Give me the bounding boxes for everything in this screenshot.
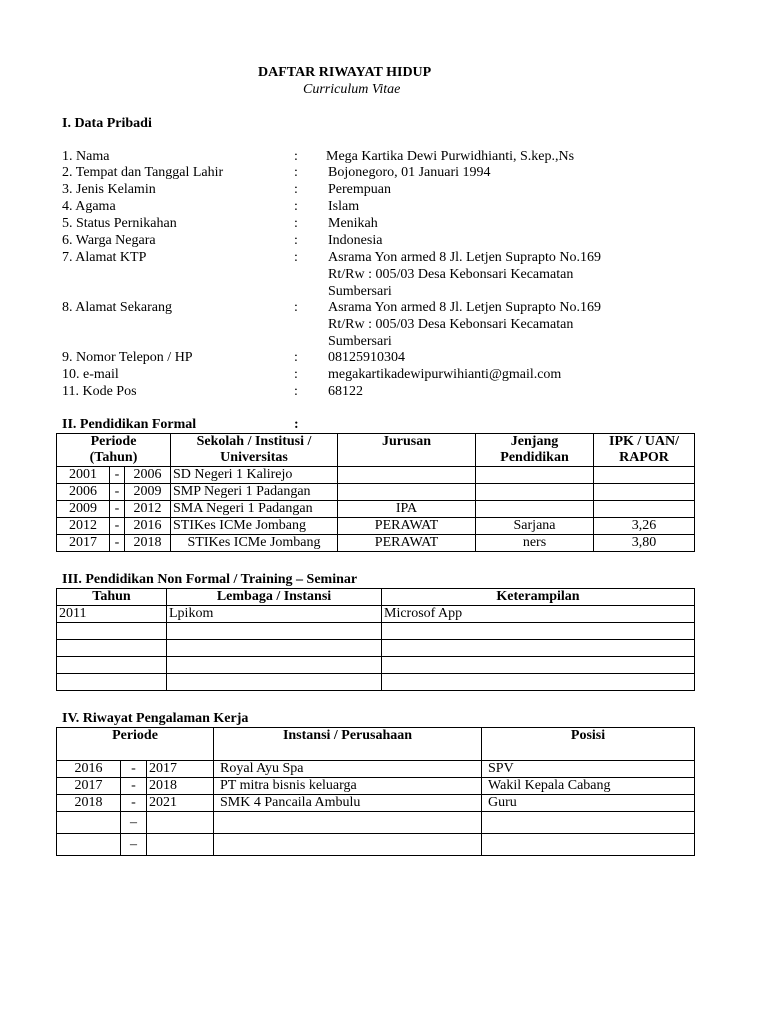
cell-to: 2018: [147, 778, 214, 795]
cell-to: 2018: [125, 535, 171, 552]
info-label: 2. Tempat dan Tanggal Lahir: [62, 165, 224, 180]
cell-position: Guru: [482, 795, 695, 812]
info-value: 08125910304: [328, 350, 405, 365]
table-row: [57, 778, 695, 795]
info-colon: :: [294, 250, 298, 265]
header-instansi: Instansi / Perusahaan: [214, 728, 482, 761]
info-row-address-ktp: [62, 249, 702, 300]
info-value: Asrama Yon armed 8 Jl. Letjen Suprapto No.169: [328, 300, 601, 315]
cell-year: [57, 657, 167, 674]
info-colon: :: [294, 182, 298, 197]
table-row: [57, 640, 695, 657]
cell-from: [57, 812, 121, 834]
cell-dash: –: [121, 834, 147, 856]
table-row: [57, 834, 695, 856]
cell-from: [57, 834, 121, 856]
info-value: Perempuan: [328, 182, 391, 197]
table-row: [57, 657, 695, 674]
cell-level: [476, 467, 594, 484]
header-periode: [57, 434, 171, 467]
info-label: 11. Kode Pos: [62, 384, 137, 399]
cell-dash: –: [121, 812, 147, 834]
cell-year: [57, 623, 167, 640]
info-row-nama: [62, 148, 702, 165]
info-value: Indonesia: [328, 233, 383, 248]
cell-dash: -: [110, 518, 125, 535]
cell-dash: -: [121, 778, 147, 795]
info-label: 7. Alamat KTP: [62, 250, 147, 265]
cell-to: 2017: [147, 761, 214, 778]
cell-school: SMA Negeri 1 Padangan: [171, 501, 338, 518]
cell-to: [147, 812, 214, 834]
table-row: [57, 623, 695, 640]
info-row-phone: [62, 349, 702, 366]
cell-score: [594, 467, 695, 484]
cell-school: SD Negeri 1 Kalirejo: [171, 467, 338, 484]
cell-level: Sarjana: [476, 518, 594, 535]
cell-level: [476, 484, 594, 501]
header-keterampilan: Keterampilan: [382, 589, 695, 606]
cell-year: [57, 674, 167, 691]
header-periode: Periode: [57, 728, 214, 761]
cell-year: [57, 640, 167, 657]
cell-institution: [167, 674, 382, 691]
header-text: Universitas: [220, 450, 288, 465]
table-header-row: [57, 589, 695, 606]
cell-company: SMK 4 Pancaila Ambulu: [214, 795, 482, 812]
cell-skill: [382, 674, 695, 691]
info-colon: :: [294, 233, 298, 248]
cell-from: 2006: [57, 484, 110, 501]
formal-education-table: [56, 433, 695, 552]
cell-major: PERAWAT: [338, 518, 476, 535]
info-value: Mega Kartika Dewi Purwidhianti, S.kep.,Ns: [326, 149, 575, 164]
cell-from: 2017: [57, 535, 110, 552]
cell-dash: -: [110, 484, 125, 501]
cell-skill: [382, 640, 695, 657]
info-row-ttl: [62, 164, 702, 181]
cell-from: 2018: [57, 795, 121, 812]
header-text: IPK / UAN/: [609, 434, 680, 449]
cell-skill: Microsof App: [382, 606, 695, 623]
cell-from: 2016: [57, 761, 121, 778]
info-label: 8. Alamat Sekarang: [62, 300, 173, 315]
header-text: Pendidikan: [500, 450, 569, 465]
header-jurusan: [338, 434, 476, 467]
table-row: [57, 812, 695, 834]
table-row: [57, 795, 695, 812]
cell-from: 2001: [57, 467, 110, 484]
cell-school: STIKes ICMe Jombang: [171, 535, 338, 552]
info-colon: :: [294, 199, 298, 214]
cell-level: ners: [476, 535, 594, 552]
cell-major: [338, 467, 476, 484]
cell-institution: [167, 657, 382, 674]
cell-score: [594, 484, 695, 501]
info-colon: :: [294, 300, 298, 315]
cell-to: 2006: [125, 467, 171, 484]
info-value-line2: Rt/Rw : 005/03 Desa Kebonsari Kecamatan: [328, 267, 574, 282]
document-subtitle: Curriculum Vitae: [303, 82, 401, 97]
cell-dash: -: [110, 501, 125, 518]
info-row-citizenship: [62, 232, 702, 249]
cell-company: [214, 834, 482, 856]
cell-institution: [167, 640, 382, 657]
info-row-marital: [62, 215, 702, 232]
header-text: Periode: [90, 434, 137, 449]
info-label: 6. Warga Negara: [62, 233, 156, 248]
table-row: [57, 501, 695, 518]
cell-company: [214, 812, 482, 834]
cell-score: [594, 501, 695, 518]
info-row-postal: [62, 383, 702, 400]
section-3-heading: III. Pendidikan Non Formal / Training – Seminar: [62, 572, 358, 587]
cell-to: [147, 834, 214, 856]
cell-major: PERAWAT: [338, 535, 476, 552]
header-posisi: Posisi: [482, 728, 695, 761]
info-value: 68122: [328, 384, 363, 399]
header-tahun: Tahun: [57, 589, 167, 606]
section-2-colon: :: [294, 417, 299, 432]
cell-to: 2009: [125, 484, 171, 501]
info-label: 4. Agama: [62, 199, 116, 214]
info-value-line3: Sumbersari: [328, 284, 392, 299]
header-text: Jurusan: [382, 434, 432, 449]
info-value: Asrama Yon armed 8 Jl. Letjen Suprapto No.169: [328, 250, 601, 265]
cell-position: [482, 812, 695, 834]
cell-skill: [382, 623, 695, 640]
cell-from: 2017: [57, 778, 121, 795]
info-value: Menikah: [328, 216, 378, 231]
section-2-heading: II. Pendidikan Formal: [62, 417, 197, 432]
cell-school: STIKes ICMe Jombang: [171, 518, 338, 535]
cell-position: [482, 834, 695, 856]
table-row: [57, 484, 695, 501]
cell-to: 2016: [125, 518, 171, 535]
info-colon: :: [294, 149, 298, 164]
cell-from: 2012: [57, 518, 110, 535]
info-value-line2: Rt/Rw : 005/03 Desa Kebonsari Kecamatan: [328, 317, 574, 332]
info-row-email: [62, 366, 702, 383]
cell-institution: [167, 623, 382, 640]
cell-dash: -: [121, 795, 147, 812]
cell-school: SMP Negeri 1 Padangan: [171, 484, 338, 501]
cell-to: 2021: [147, 795, 214, 812]
info-colon: :: [294, 165, 298, 180]
cell-score: 3,80: [594, 535, 695, 552]
cell-dash: -: [110, 535, 125, 552]
cell-dash: -: [121, 761, 147, 778]
info-value: Islam: [328, 199, 360, 214]
table-header-row: [57, 728, 695, 761]
cell-position: SPV: [482, 761, 695, 778]
cell-skill: [382, 657, 695, 674]
table-row: [57, 606, 695, 623]
info-label: 1. Nama: [62, 149, 110, 164]
header-text: (Tahun): [89, 450, 138, 465]
cell-to: 2012: [125, 501, 171, 518]
cell-company: PT mitra bisnis keluarga: [214, 778, 482, 795]
info-label: 3. Jenis Kelamin: [62, 182, 156, 197]
info-colon: :: [294, 384, 298, 399]
info-colon: :: [294, 350, 298, 365]
info-value-line3: Sumbersari: [328, 334, 392, 349]
cell-year: 2011: [57, 606, 167, 623]
cell-dash: -: [110, 467, 125, 484]
cell-institution: Lpikom: [167, 606, 382, 623]
info-value: Bojonegoro, 01 Januari 1994: [328, 165, 491, 180]
header-text: RAPOR: [619, 450, 669, 465]
section-1-heading: I. Data Pribadi: [62, 116, 152, 131]
header-text: Sekolah / Institusi /: [196, 434, 312, 449]
info-label: 9. Nomor Telepon / HP: [62, 350, 193, 365]
header-sekolah: [171, 434, 338, 467]
table-row: [57, 467, 695, 484]
cell-major: IPA: [338, 501, 476, 518]
info-row-gender: [62, 181, 702, 198]
table-row: [57, 518, 695, 535]
info-colon: :: [294, 367, 298, 382]
table-row: [57, 535, 695, 552]
info-label: 5. Status Pernikahan: [62, 216, 177, 231]
header-text: Jenjang: [510, 434, 559, 449]
section-4-heading: IV. Riwayat Pengalaman Kerja: [62, 711, 249, 726]
cell-score: 3,26: [594, 518, 695, 535]
cell-major: [338, 484, 476, 501]
cell-position: Wakil Kepala Cabang: [482, 778, 695, 795]
header-lembaga: Lembaga / Instansi: [167, 589, 382, 606]
cell-company: Royal Ayu Spa: [214, 761, 482, 778]
info-label: 10. e-mail: [62, 367, 119, 382]
document-title: DAFTAR RIWAYAT HIDUP: [258, 65, 432, 80]
header-ipk: [594, 434, 695, 467]
info-value: megakartikadewipurwihianti@gmail.com: [328, 367, 562, 382]
info-row-address-current: [62, 299, 702, 350]
table-header-row: [57, 434, 695, 467]
work-experience-table: [56, 727, 695, 856]
header-jenjang: [476, 434, 594, 467]
cell-from: 2009: [57, 501, 110, 518]
table-row: [57, 761, 695, 778]
cell-level: [476, 501, 594, 518]
info-row-religion: [62, 198, 702, 215]
training-table: [56, 588, 695, 691]
info-colon: :: [294, 216, 298, 231]
table-row: [57, 674, 695, 691]
